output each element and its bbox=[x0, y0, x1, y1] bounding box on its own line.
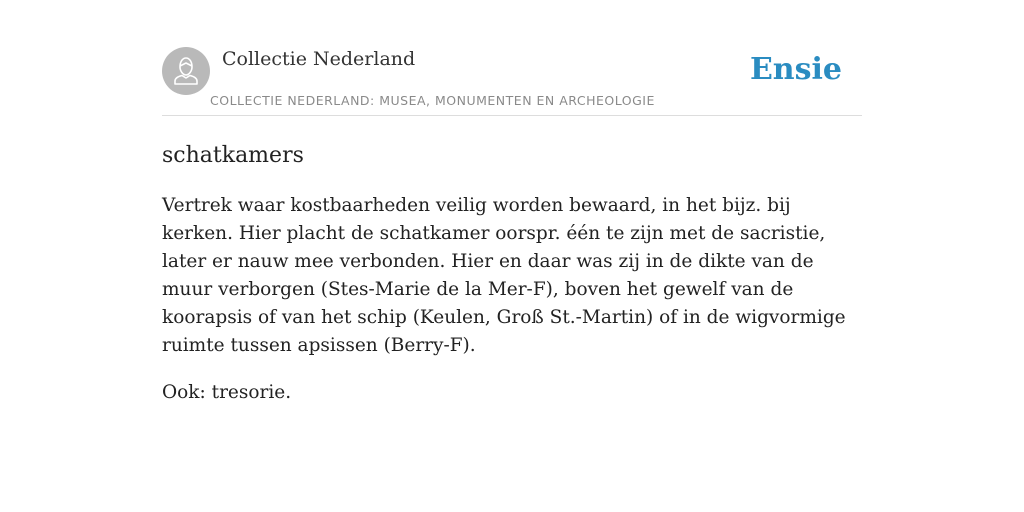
entry-header bbox=[162, 40, 862, 116]
avatar[interactable] bbox=[162, 47, 210, 95]
author-name[interactable]: Collectie Nederland bbox=[222, 48, 416, 70]
entry-title: schatkamers bbox=[162, 143, 304, 168]
entry-definition: Vertrek waar kostbaarheden veilig worden bewaard, in het bijz. bij kerken. Hier placht de schatkamer oorspr. één te zijn met de sacristie, later er nauw mee verbonden. Hier en daar was zij in de dikte van de muur verborgen (Stes-Marie de la Mer-F), boven het gewelf van de koorapsis of van het schip (Keulen, Groß St.-Martin) of in de wigvormige ruimte tussen apsissen (Berry-F). bbox=[162, 195, 846, 356]
entry-note: Ook: tresorie. bbox=[162, 382, 292, 403]
source-label[interactable]: COLLECTIE NEDERLAND: MUSEA, MONUMENTEN EN ARCHEOLOGIE bbox=[210, 93, 655, 108]
entry-card bbox=[162, 40, 862, 407]
user-silhouette-icon bbox=[162, 47, 210, 95]
ensie-logo[interactable]: Ensie bbox=[749, 52, 842, 87]
